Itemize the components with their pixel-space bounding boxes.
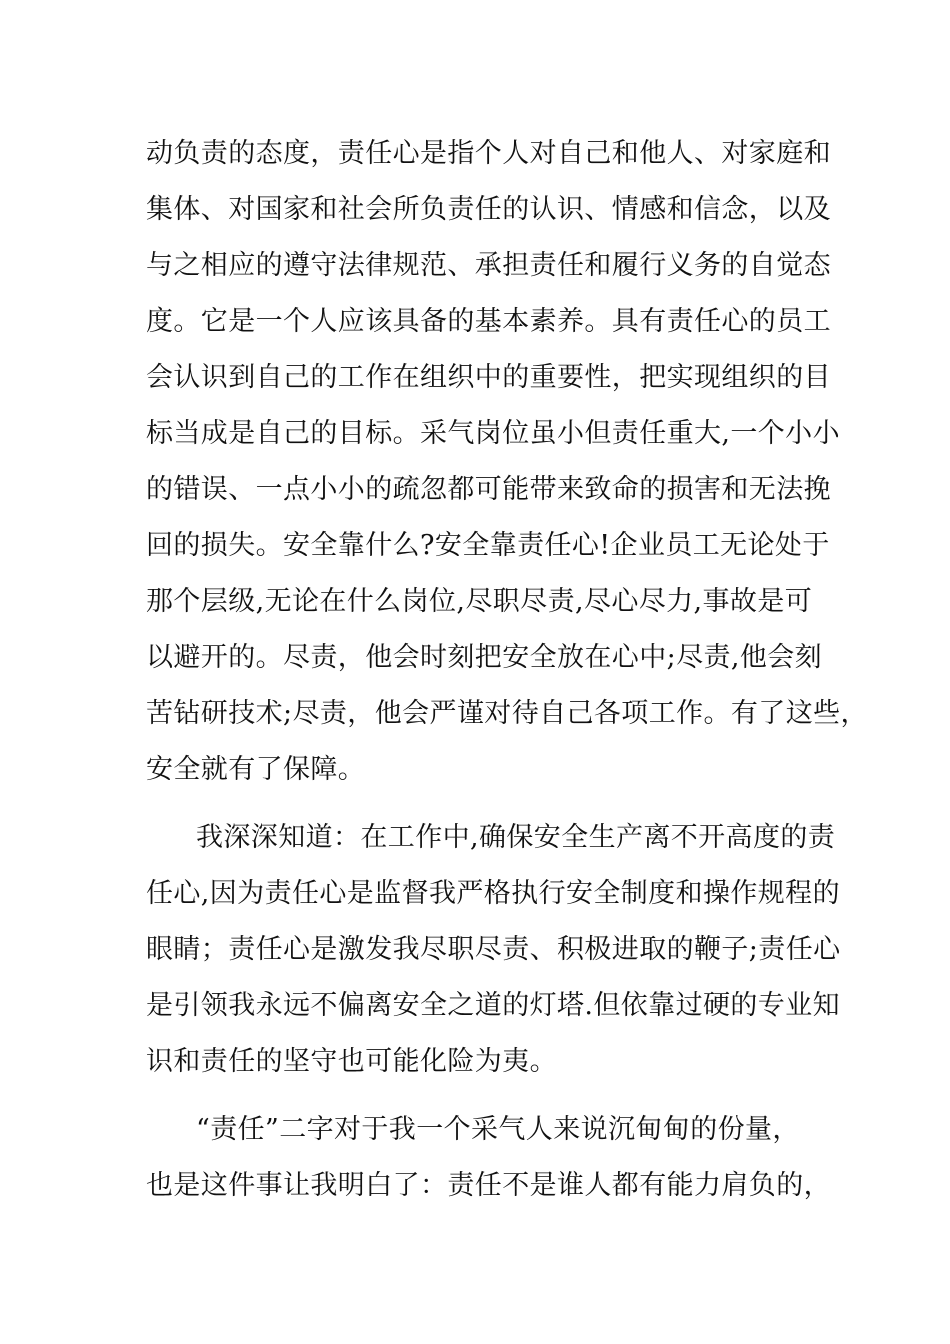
paragraph-line: 回的损失。安全靠什么?安全靠责任心!企业员工无论处于 — [146, 530, 830, 561]
paragraph-line: 任心,因为责任心是监督我严格执行安全制度和操作规程的 — [146, 878, 840, 909]
paragraph-line: 的错误、一点小小的疏忽都可能带来致命的损害和无法挽 — [146, 474, 831, 505]
paragraph-line: 标当成是自己的目标。采气岗位虽小但责任重大,一个小小 — [146, 418, 840, 449]
paragraph-line: 以避开的。尽责，他会时刻把安全放在心中;尽责,他会刻 — [146, 642, 823, 673]
paragraph-line: 识和责任的坚守也可能化险为夷。 — [146, 1046, 557, 1077]
paragraph-line: 与之相应的遵守法律规范、承担责任和履行义务的自觉态 — [146, 250, 831, 281]
paragraph-line: 度。它是一个人应该具备的基本素养。具有责任心的员工 — [146, 306, 831, 337]
paragraph-line: 眼睛；责任心是激发我尽职尽责、积极进取的鞭子;责任心 — [146, 934, 841, 965]
paragraph-line: 是引领我永远不偏离安全之道的灯塔.但依靠过硬的专业知 — [146, 990, 840, 1021]
paragraph-line: “责任”二字对于我一个采气人来说沉甸甸的份量， — [196, 1114, 800, 1145]
paragraph-line: 也是这件事让我明白了：责任不是谁人都有能力肩负的， — [146, 1170, 831, 1201]
paragraph-line: 集体、对国家和社会所负责任的认识、情感和信念，以及 — [146, 194, 831, 225]
paragraph-line: 苦钻研技术;尽责，他会严谨对待自己各项工作。有了这些， — [146, 698, 868, 729]
paragraph-line: 动负责的态度，责任心是指个人对自己和他人、对家庭和 — [146, 138, 831, 169]
paragraph-line: 我深深知道：在工作中,确保安全生产离不开高度的责 — [196, 822, 836, 853]
paragraph-line: 那个层级,无论在什么岗位,尽职尽责,尽心尽力,事故是可 — [146, 586, 813, 617]
paragraph-line: 安全就有了保障。 — [146, 754, 366, 785]
paragraph-line: 会认识到自己的工作在组织中的重要性，把实现组织的目 — [146, 362, 831, 393]
